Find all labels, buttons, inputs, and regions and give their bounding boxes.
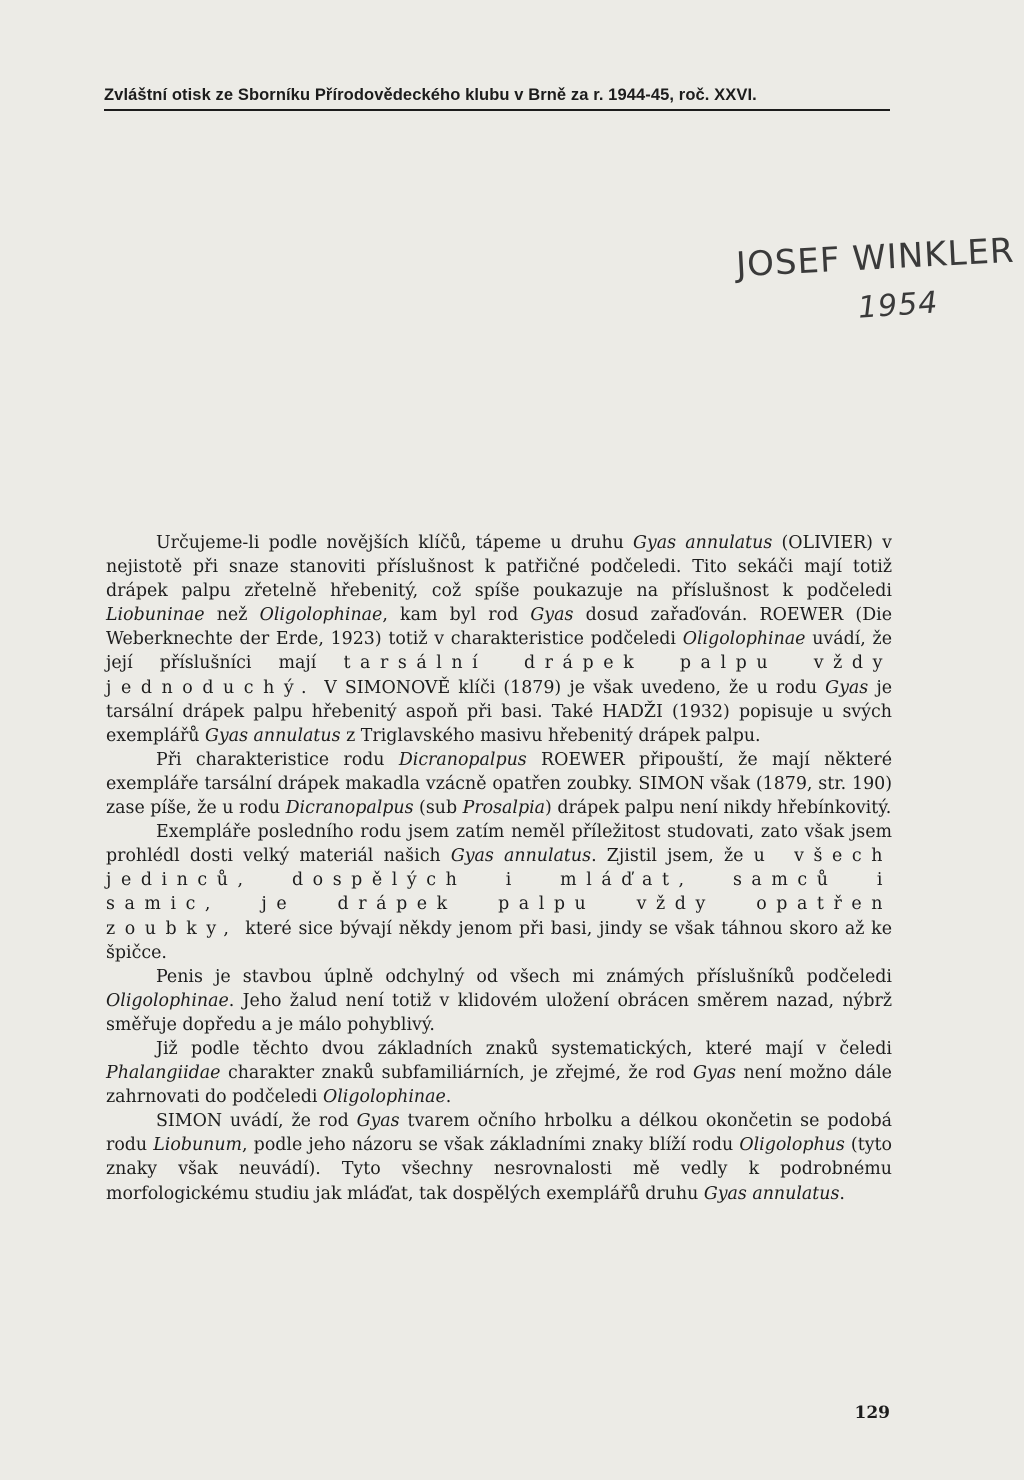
article-body bbox=[106, 531, 892, 1206]
text: , kam byl rod bbox=[382, 605, 531, 626]
text: není možno dále zahrnovati do podčeledi bbox=[106, 1063, 892, 1108]
taxon-name: Oligolophus bbox=[739, 1135, 845, 1156]
taxon-name: Gyas bbox=[356, 1111, 400, 1132]
taxon-name: Dicranopalpus bbox=[285, 798, 414, 819]
handwritten-signature: JOSEF WINKLER bbox=[735, 230, 1016, 286]
text: . Jeho žalud není totiž v klidovém uložení obrácen směrem nazad, nýbrž směřuje dopředu a je málo pohyblivý. bbox=[106, 990, 892, 1035]
text: . Zjistil jsem, že bbox=[591, 846, 754, 867]
handwritten-year: 1954 bbox=[856, 285, 940, 326]
text: dosud zařaďován. ROEWER (Die Weberknechte der Erde, 1923) totiž v charakteristice podčeledi bbox=[106, 605, 893, 650]
text: z Triglavského masivu hřebenitý drápek palpu. bbox=[340, 725, 761, 746]
taxon-name: Oligolophinae bbox=[106, 990, 229, 1011]
taxon-name: Phalangiidae bbox=[106, 1063, 221, 1084]
taxon-name: Oligolophinae bbox=[682, 629, 806, 650]
taxon-name: Oligolophinae bbox=[322, 1087, 446, 1108]
taxon-name: Gyas bbox=[825, 677, 869, 698]
taxon-name: Liobunum bbox=[153, 1135, 243, 1156]
paragraph-3 bbox=[106, 820, 892, 965]
text: než bbox=[204, 605, 260, 626]
taxon-name: Prosalpia bbox=[462, 798, 546, 819]
text: (sub bbox=[413, 798, 463, 819]
taxon-name: Gyas bbox=[692, 1063, 736, 1084]
text: ) drápek palpu není nikdy hřebínkovitý. bbox=[545, 798, 892, 819]
text: uvádí, že její příslušníci mají bbox=[106, 629, 892, 674]
text: (tyto znaky však neuvádí). Tyto všechny nesrovnalosti mě vedly k podrobnému morfologickému studiu jak mláďat, tak dospělých exemplářů druhu bbox=[106, 1135, 892, 1204]
spaced-emphasis: u všech jedinců, dospělých i mláďat, samců i samic, je drápek palpu vždy opatřen zoubky, bbox=[106, 846, 892, 939]
paragraph-4 bbox=[106, 965, 892, 1037]
text: , podle jeho názoru se však základními znaky blíží rodu bbox=[242, 1135, 740, 1156]
page-number: 129 bbox=[854, 1403, 890, 1423]
text: Určujeme-li podle novějších klíčů, tápeme u druhu bbox=[156, 533, 634, 553]
text: . bbox=[839, 1183, 845, 1204]
text: ROEWER připouští, že mají některé exempláře tarsální drápek makadla vzácně opatřen zoubky. SIMON však (1879, str. 190) zase píše, že u rodu bbox=[106, 749, 892, 819]
taxon-name: Gyas annulatus bbox=[450, 846, 592, 867]
taxon-name: Liobuninae bbox=[106, 605, 205, 626]
taxon-name: Gyas annulatus bbox=[205, 725, 341, 746]
text: Exempláře posledního rodu jsem zatím neměl příležitost studovati, zato však jsem prohlédl dosti velký materiál našich bbox=[106, 822, 892, 867]
text: Penis je stavbou úplně odchylný od všech mi známých příslušníků podčeledi bbox=[156, 966, 892, 987]
text: Již podle těchto dvou základních znaků systematických, které mají v čeledi bbox=[156, 1038, 892, 1059]
taxon-name: Oligolophinae bbox=[259, 605, 383, 626]
text: tvarem očního hrbolku a délkou okončetin se podobá rodu bbox=[106, 1111, 892, 1156]
taxon-name: Gyas annulatus bbox=[633, 533, 773, 553]
paragraph-5 bbox=[106, 1037, 892, 1109]
text: charakter znaků subfamiliárních, je zřejmé, že rod bbox=[220, 1063, 693, 1084]
taxon-name: Dicranopalpus bbox=[398, 749, 527, 770]
text: SIMON uvádí, že rod bbox=[156, 1111, 357, 1132]
text: Při charakteristice rodu bbox=[156, 749, 399, 770]
text: V SIMONOVĚ klíči (1879) je však uvedeno, že u rodu bbox=[316, 677, 826, 698]
paragraph-2 bbox=[106, 748, 892, 820]
paragraph-1 bbox=[106, 531, 892, 748]
text: které sice bývají někdy jenom při basi, jindy se však táhnou skoro až ke špičce. bbox=[106, 918, 892, 963]
running-header: Zvláštní otisk ze Sborníku Přírodovědeckého klubu v Brně za r. 1944-45, roč. XXVI. bbox=[104, 86, 890, 111]
text: je tarsální drápek palpu hřebenitý aspoň při basi. Také HADŽI (1932) popisuje u svých exemplářů bbox=[106, 677, 892, 746]
text: (OLIVIER) v nejistotě při snaze stanoviti příslušnost k patřičné podčeledi. Tito sekáči mají totiž drápek palpu zřetelně hřebenitý, což spíše poukazuje na příslušnost k podčeledi bbox=[106, 533, 892, 602]
taxon-name: Gyas annulatus bbox=[703, 1183, 840, 1204]
text: . bbox=[445, 1087, 452, 1108]
spaced-emphasis: tarsální drápek palpu vždy jednoduchý. bbox=[106, 653, 892, 698]
paragraph-6 bbox=[106, 1109, 892, 1205]
taxon-name: Gyas bbox=[530, 605, 574, 626]
